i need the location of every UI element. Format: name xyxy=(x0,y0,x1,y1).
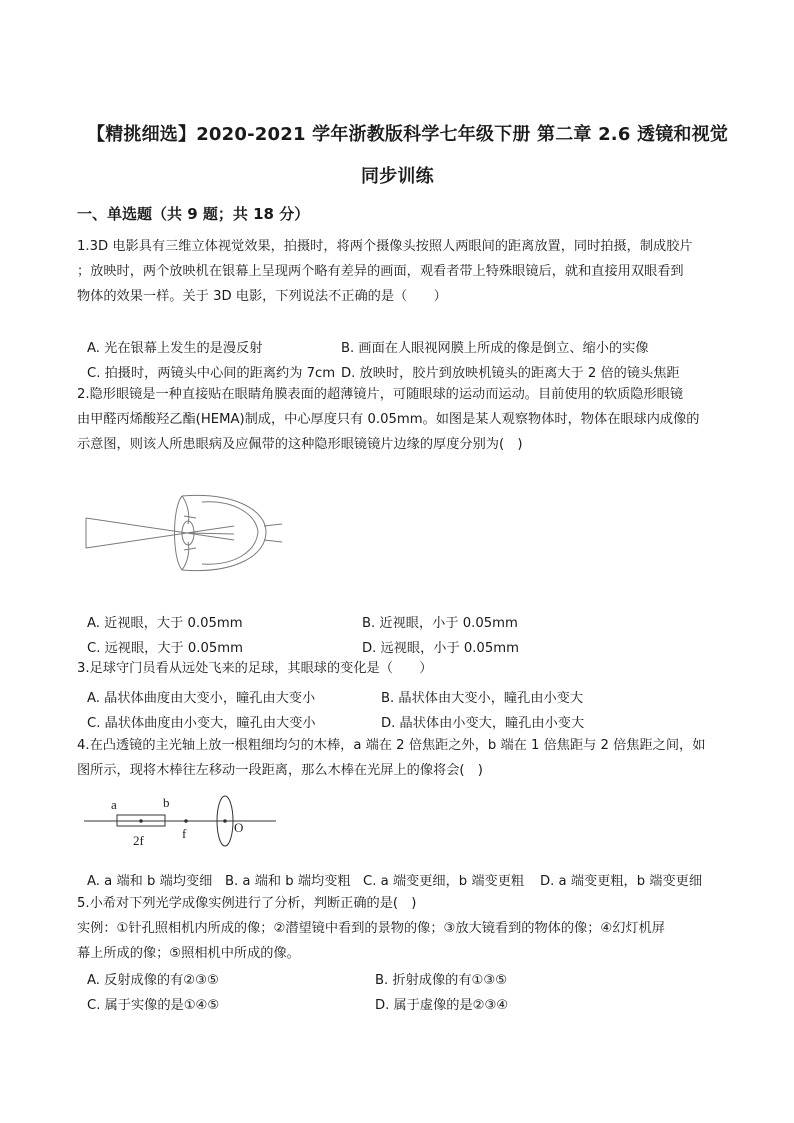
question-4-line-1: 4.在凸透镜的主光轴上放一根粗细均匀的木棒，a 端在 2 倍焦距之外，b 端在 1 倍焦距与 2 倍焦距之间，如 xyxy=(77,738,706,753)
question-5-option-a[interactable]: A. 反射成像的有②③⑤ xyxy=(87,973,219,988)
question-2-option-b[interactable]: B. 近视眼，小于 0.05mm xyxy=(362,616,518,631)
question-1-option-a[interactable]: A. 光在银幕上发生的是漫反射 xyxy=(87,341,263,356)
question-4-line-2: 图所示，现将木棒往左移动一段距离，那么木棒在光屏上的像将会( ) xyxy=(77,763,483,779)
question-2-option-c[interactable]: C. 远视眼，大于 0.05mm xyxy=(87,641,243,656)
document-title-line1: 【精挑细选】2020-2021 学年浙教版科学七年级下册 第二章 2.6 透镜和视觉 xyxy=(87,124,729,145)
question-3-option-b[interactable]: B. 晶状体由大变小，瞳孔由小变大 xyxy=(381,691,584,706)
question-1-line-1: 1.3D 电影具有三维立体视觉效果，拍摄时，将两个摄像头按照人两眼间的距离放置，同时拍摄，制成胶片 xyxy=(77,239,693,254)
question-5-line-1: 5.小希对下列光学成像实例进行了分析，判断正确的是( ) xyxy=(77,896,417,911)
question-5-option-d[interactable]: D. 属于虚像的是②③④ xyxy=(375,998,509,1013)
question-1 xyxy=(77,234,722,310)
question-5-line-2: 实例：①针孔照相机内所成的像；②潜望镜中看到的景物的像；③放大镜看到的物体的像；④幻灯机屏 xyxy=(77,921,665,937)
question-4-option-a[interactable]: A. a 端和 b 端均变细 xyxy=(87,874,213,889)
question-3-line-1: 3.足球守门员看从远处飞来的足球，其眼球的变化是（ ） xyxy=(77,661,433,676)
section-heading: 一、单选题（共 9 题；共 18 分） xyxy=(77,205,310,223)
label-f: f xyxy=(182,826,187,841)
question-1-option-c[interactable]: C. 拍摄时，两镜头中心间的距离约为 7cm xyxy=(87,366,336,381)
question-3-option-c[interactable]: C. 晶状体曲度由小变大，瞳孔由大变小 xyxy=(87,716,316,731)
question-2 xyxy=(77,382,722,458)
document-title-line2: 同步训练 xyxy=(361,166,434,187)
question-1-option-b[interactable]: B. 画面在人眼视网膜上所成的像是倒立、缩小的实像 xyxy=(341,341,649,356)
label-a: a xyxy=(111,797,117,812)
question-2-line-3: 示意图，则该人所患眼病及应佩带的这种隐形眼镜镜片边缘的厚度分别为( ) xyxy=(77,437,523,453)
question-4-option-b[interactable]: B. a 端和 b 端均变粗 xyxy=(225,874,351,889)
question-2-line-2: 由甲醛丙烯酸羟乙酯(HEMA)制成，中心厚度只有 0.05mm。如图是某人观察物体时，物体在眼球内成像的 xyxy=(77,412,700,428)
convex-lens-diagram xyxy=(84,794,284,854)
question-3-option-d[interactable]: D. 晶状体由小变大，瞳孔由小变大 xyxy=(381,716,585,731)
question-5-option-b[interactable]: B. 折射成像的有①③⑤ xyxy=(375,973,508,988)
question-4 xyxy=(77,733,722,783)
question-2-option-a[interactable]: A. 近视眼，大于 0.05mm xyxy=(87,616,243,631)
question-3-option-a[interactable]: A. 晶状体曲度由大变小，瞳孔由大变小 xyxy=(87,691,316,706)
question-1-line-2: ；放映时，两个放映机在银幕上呈现两个略有差异的画面，观看者带上特殊眼镜后，就和直接用双眼看到 xyxy=(77,264,684,280)
question-5 xyxy=(77,891,722,967)
question-5-option-c[interactable]: C. 属于实像的是①④⑤ xyxy=(87,998,220,1013)
question-2-option-d[interactable]: D. 远视眼，小于 0.05mm xyxy=(362,641,519,656)
label-b: b xyxy=(163,795,170,810)
question-5-line-3: 幕上所成的像；⑤照相机中所成的像。 xyxy=(77,946,300,962)
eye-diagram xyxy=(84,488,284,578)
question-4-option-c[interactable]: C. a 端变更细，b 端变更粗 xyxy=(363,874,525,889)
question-4-option-d[interactable]: D. a 端变更粗，b 端变更细 xyxy=(540,874,703,889)
question-1-option-d[interactable]: D. 放映时，胶片到放映机镜头的距离大于 2 倍的镜头焦距 xyxy=(341,366,680,381)
question-1-line-3: 物体的效果一样。关于 3D 电影，下列说法不正确的是（ ） xyxy=(77,289,447,305)
label-o: O xyxy=(234,820,244,835)
label-2f: 2f xyxy=(133,833,144,848)
question-2-line-1: 2.隐形眼镜是一种直接贴在眼睛角膜表面的超薄镜片，可随眼球的运动而运动。目前使用的软质隐形眼镜 xyxy=(77,387,684,402)
